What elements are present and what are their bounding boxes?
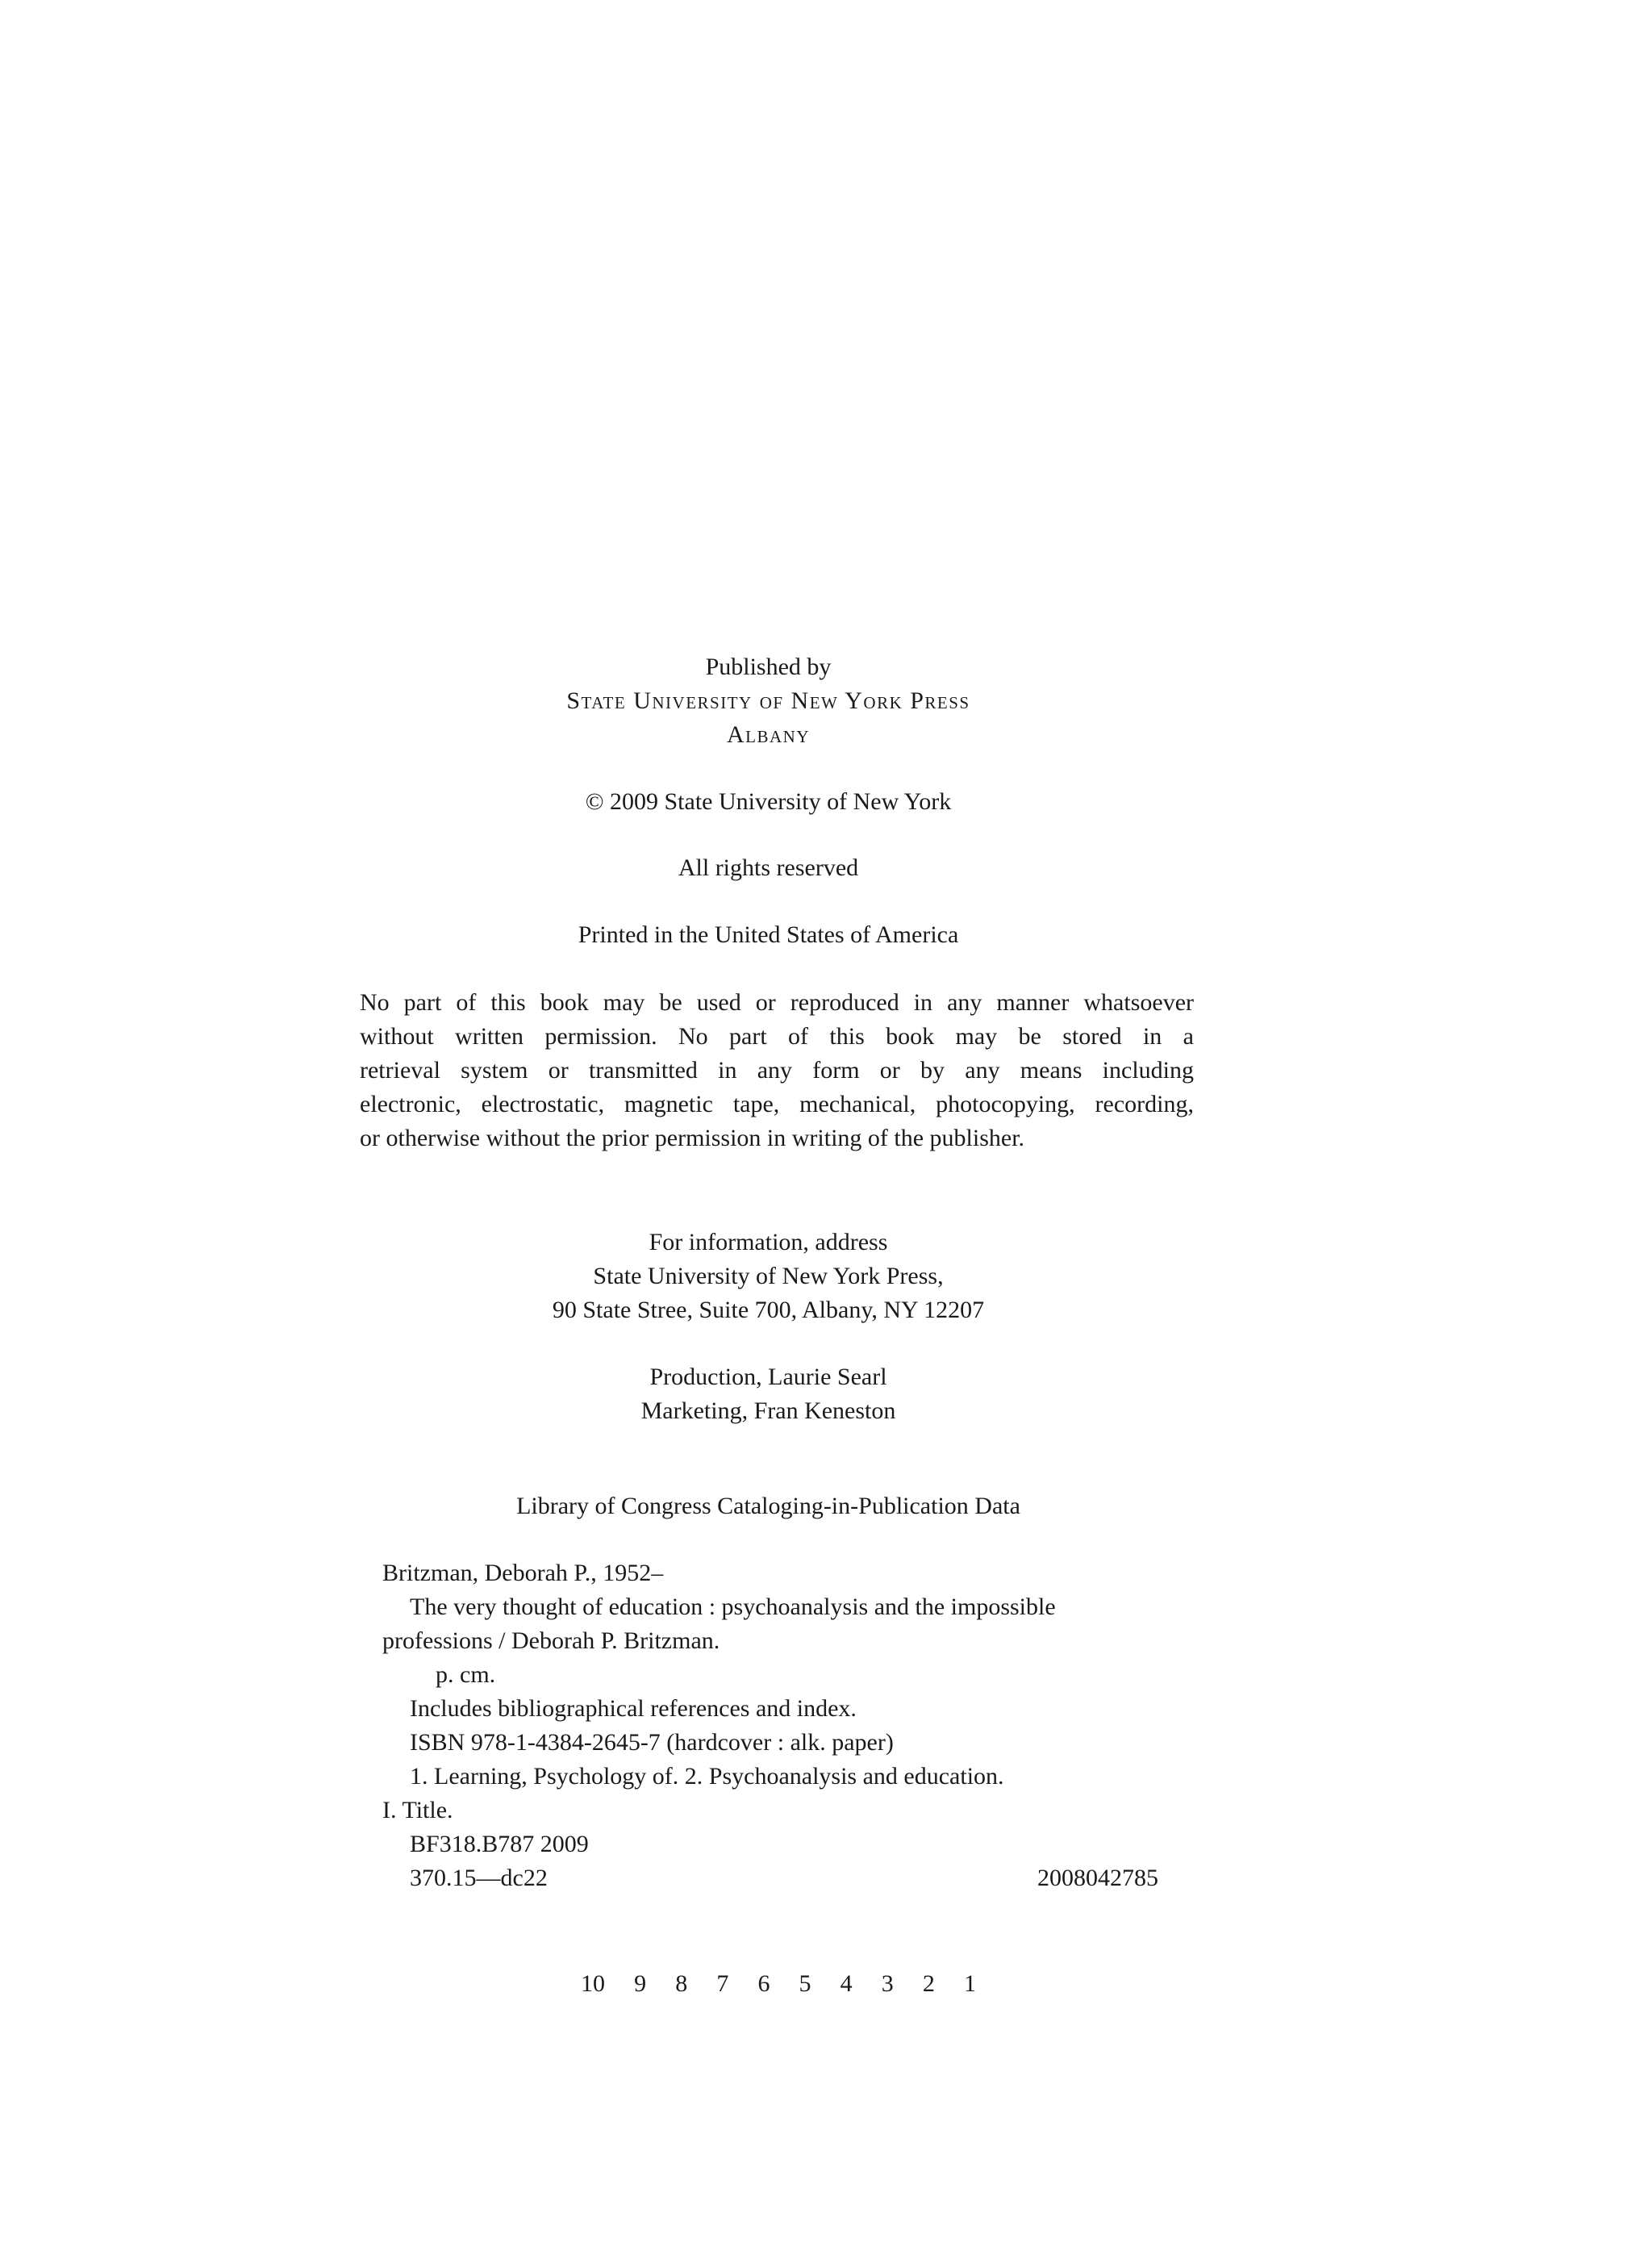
printed-line: Printed in the United States of America <box>578 921 959 948</box>
cip-title-line2: professions / Deborah P. Britzman. <box>382 1627 720 1654</box>
print-number: 8 <box>675 1970 688 1997</box>
marketing-credit: Marketing, Fran Keneston <box>640 1397 896 1424</box>
cip-isbn: ISBN 978-1-4384-2645-7 (hardcover : alk. paper) <box>410 1729 894 1756</box>
info-address: 90 State Stree, Suite 700, Albany, NY 12207 <box>552 1297 985 1323</box>
notice-line: electronic, electrostatic, magnetic tape, mechanical, photocopying, recording, <box>360 1091 1194 1117</box>
cip-dewey: 370.15—dc22 <box>410 1865 548 1891</box>
info-heading: For information, address <box>649 1229 888 1255</box>
notice-line: without written permission. No part of this book may be stored in a <box>360 1023 1194 1050</box>
print-number: 2 <box>922 1970 935 1997</box>
cip-title-line1: The very thought of education : psychoanalysis and the impossible <box>410 1593 1056 1620</box>
press-city: Albany <box>727 721 810 748</box>
cip-heading: Library of Congress Cataloging-in-Publication Data <box>516 1493 1020 1519</box>
copyright-line: © 2009 State University of New York <box>585 788 952 815</box>
rights-line: All rights reserved <box>678 854 859 881</box>
print-number: 9 <box>634 1970 647 1997</box>
production-credit: Production, Laurie Searl <box>649 1364 887 1390</box>
print-number: 10 <box>581 1970 605 1997</box>
print-number: 7 <box>716 1970 729 1997</box>
cip-includes: Includes bibliographical references and index. <box>410 1695 857 1722</box>
print-number: 1 <box>963 1970 976 1997</box>
cip-title-entry: I. Title. <box>382 1797 453 1823</box>
print-number: 6 <box>757 1970 770 1997</box>
cip-lc-class: BF318.B787 2009 <box>410 1831 589 1857</box>
notice-line: No part of this book may be used or reproduced in any manner whatsoever <box>360 989 1194 1016</box>
print-number: 5 <box>799 1970 811 1997</box>
cip-author: Britzman, Deborah P., 1952– <box>382 1560 664 1586</box>
notice-line: or otherwise without the prior permission in writing of the publisher. <box>360 1125 1025 1151</box>
cip-pages: p. cm. <box>436 1661 496 1688</box>
cip-lccn: 2008042785 <box>1037 1865 1158 1891</box>
notice-line: retrieval system or transmitted in any form or by any means including <box>360 1057 1194 1084</box>
info-press: State University of New York Press, <box>593 1263 944 1289</box>
press-name: State University of New York Press <box>566 687 970 714</box>
print-number: 3 <box>881 1970 894 1997</box>
print-line <box>581 1967 976 2001</box>
cip-subjects: 1. Learning, Psychology of. 2. Psychoanalysis and education. <box>410 1763 1004 1790</box>
reproduction-notice <box>360 986 1194 1155</box>
published-by: Published by <box>705 654 832 680</box>
print-number: 4 <box>840 1970 853 1997</box>
